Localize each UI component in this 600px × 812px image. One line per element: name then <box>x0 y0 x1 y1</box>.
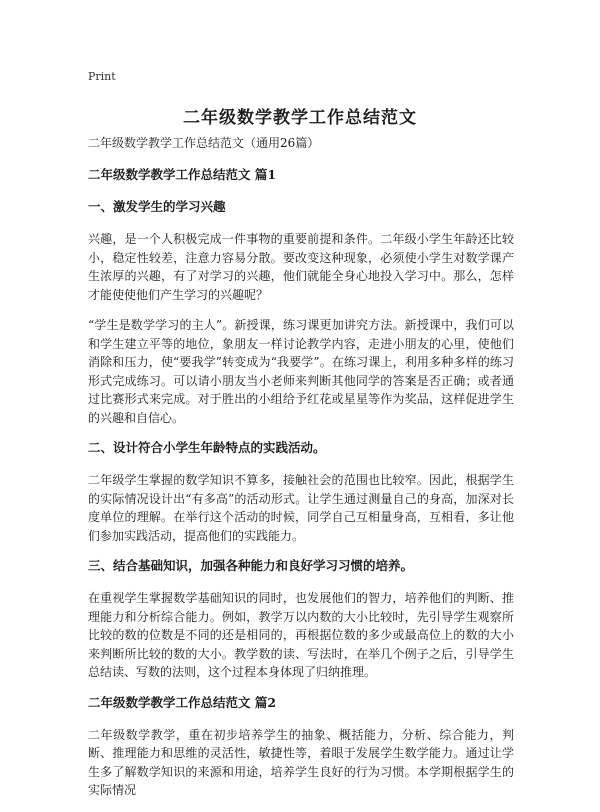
paragraph: 二年级学生掌握的数学知识不算多，接触社会的范围也比较窄。因此，根据学生的实际情况设计出“有多高”的活动形式。让学生通过测量自己的身高，加深对长度单位的理解。在举行这个活动的时候，同学自己互相量身高，互相看，多让他们参加实践活动，提高他们的实践能力。 <box>88 473 514 543</box>
section-heading: 一、激发学生的学习兴趣 <box>88 199 226 214</box>
content-blocks <box>88 166 514 800</box>
print-link[interactable]: Print <box>88 70 116 83</box>
document-body <box>88 134 514 812</box>
section-heading: 二年级数学教学工作总结范文 篇1 <box>88 167 277 182</box>
page-title: 二年级数学教学工作总结范文 <box>183 108 417 128</box>
section-heading: 三、结合基础知识，加强各种能力和良好学习习惯的培养。 <box>88 558 414 573</box>
paragraph: 兴趣，是一个人积极完成一件事物的重要前提和条件。二年级小学生年龄还比较小，稳定性较差，注意力容易分散。要改变这种现象，必须使小学生对数学课产生浓厚的兴趣，有了对学习的兴趣，他们就能全身心地投入学习中。那么，怎样才能使使他们产生学习的兴趣呢？ <box>88 232 514 302</box>
section-heading: 二、设计符合小学生年龄特点的实践活动。 <box>88 440 326 455</box>
paragraph: 二年级数学教学，重在初步培养学生的抽象、概括能力，分析、综合能力，判断、推理能力和思维的灵活性，敏捷性等，着眼于发展学生数学能力。通过让学生多了解数学知识的来源和用途，培养学生良好的行为习惯。本学期根据学生的实际情况 <box>88 727 514 797</box>
section-heading: 二年级数学教学工作总结范文 篇2 <box>88 694 277 710</box>
paragraph: 在重视学生掌握数学基础知识的同时，也发展他们的智力，培养他们的判断、推理能力和分析综合能力。例如，教学万以内数的大小比较时，先引导学生观察所比较的数的位数是不同的还是相同的，再根据位数的多少或最高位上的数的大小来判断所比较的数的大小。教学数的读、写法时，在举几个例子之后，引导学生总结读、写数的法则，这个过程本身体现了归纳推理。 <box>88 591 514 679</box>
document-subtitle: 二年级数学教学工作总结范文（通用26篇） <box>88 136 320 150</box>
paragraph: “学生是数学学习的主人”。新授课，练习课更加讲究方法。新授课中，我们可以和学生建立平等的地位，象朋友一样讨论教学内容，走进小朋友的心里，使他们消除和压力，使“要我学”转变成为“我要学”。在练习课上，利用多种多样的练习形式完成练习。可以请小朋友当小老师来判断其他同学的答案是否正确；或者通过比赛形式来完成。对于胜出的小组给予红花或星星等作为奖品，这样促进学生的兴趣和自信心。 <box>88 318 514 425</box>
